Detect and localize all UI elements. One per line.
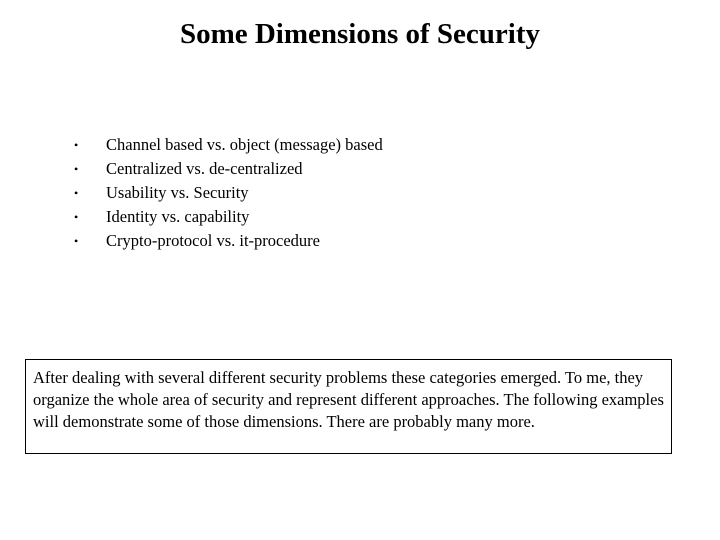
slide-title: Some Dimensions of Security [179, 18, 541, 50]
bullet-text: Centralized vs. de-centralized [106, 159, 303, 178]
bullet-dot-icon: • [74, 138, 79, 152]
notes-box: After dealing with several different security problems these categories emerged. To me, they organize the whole area of security and represent different approaches. The following examples will demonstrate some of those dimensions. There are probably many more. [25, 359, 672, 454]
bullet-text: Crypto-protocol vs. it-procedure [106, 231, 320, 250]
bullet-text: Channel based vs. object (message) based [106, 135, 383, 154]
bullet-text: Identity vs. capability [106, 207, 250, 226]
bullet-dot-icon: • [74, 162, 79, 176]
bullet-dot-icon: • [74, 210, 79, 224]
bullet-dot-icon: • [74, 186, 79, 200]
bullet-dot-icon: • [74, 234, 79, 248]
bullet-text: Usability vs. Security [106, 183, 249, 202]
